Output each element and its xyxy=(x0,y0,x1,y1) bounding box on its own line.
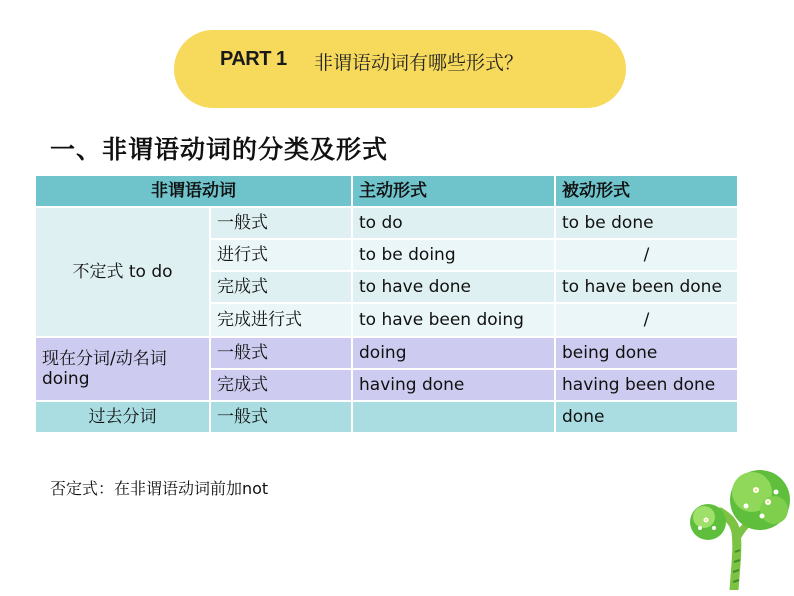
passive-cell: being done xyxy=(555,337,738,369)
group-infinitive: 不定式 to do xyxy=(35,207,210,337)
form-cell: 进行式 xyxy=(210,239,352,271)
header-active: 主动形式 xyxy=(352,175,555,207)
passive-cell: / xyxy=(555,239,738,271)
header-passive: 被动形式 xyxy=(555,175,738,207)
table-row xyxy=(35,337,738,369)
header-nonfinite: 非谓语动词 xyxy=(35,175,352,207)
passive-cell: / xyxy=(555,303,738,337)
group-participle: 现在分词/动名词 doing xyxy=(35,337,210,401)
active-cell: to have been doing xyxy=(352,303,555,337)
forms-table xyxy=(34,174,739,434)
form-cell: 一般式 xyxy=(210,401,352,433)
active-cell: doing xyxy=(352,337,555,369)
form-cell: 完成式 xyxy=(210,271,352,303)
tree-illustration xyxy=(676,462,794,590)
active-cell: to have done xyxy=(352,271,555,303)
passive-cell: having been done xyxy=(555,369,738,401)
banner-question: 非谓语动词有哪些形式？ xyxy=(314,52,524,74)
title-banner xyxy=(174,30,626,108)
passive-cell: to be done xyxy=(555,207,738,239)
form-cell: 一般式 xyxy=(210,337,352,369)
active-cell: having done xyxy=(352,369,555,401)
form-cell: 完成进行式 xyxy=(210,303,352,337)
active-cell: to be doing xyxy=(352,239,555,271)
table-row xyxy=(35,401,738,433)
active-cell xyxy=(352,401,555,433)
table-row xyxy=(35,207,738,239)
group-past-participle: 过去分词 xyxy=(35,401,210,433)
table-header-row xyxy=(35,175,738,207)
negation-note: 否定式：在非谓语动词前加not xyxy=(50,479,269,498)
form-cell: 完成式 xyxy=(210,369,352,401)
form-cell: 一般式 xyxy=(210,207,352,239)
passive-cell: to have been done xyxy=(555,271,738,303)
part-label: PART 1 xyxy=(220,48,287,70)
passive-cell: done xyxy=(555,401,738,433)
active-cell: to do xyxy=(352,207,555,239)
section-heading: 一、非谓语动词的分类及形式 xyxy=(50,135,389,164)
